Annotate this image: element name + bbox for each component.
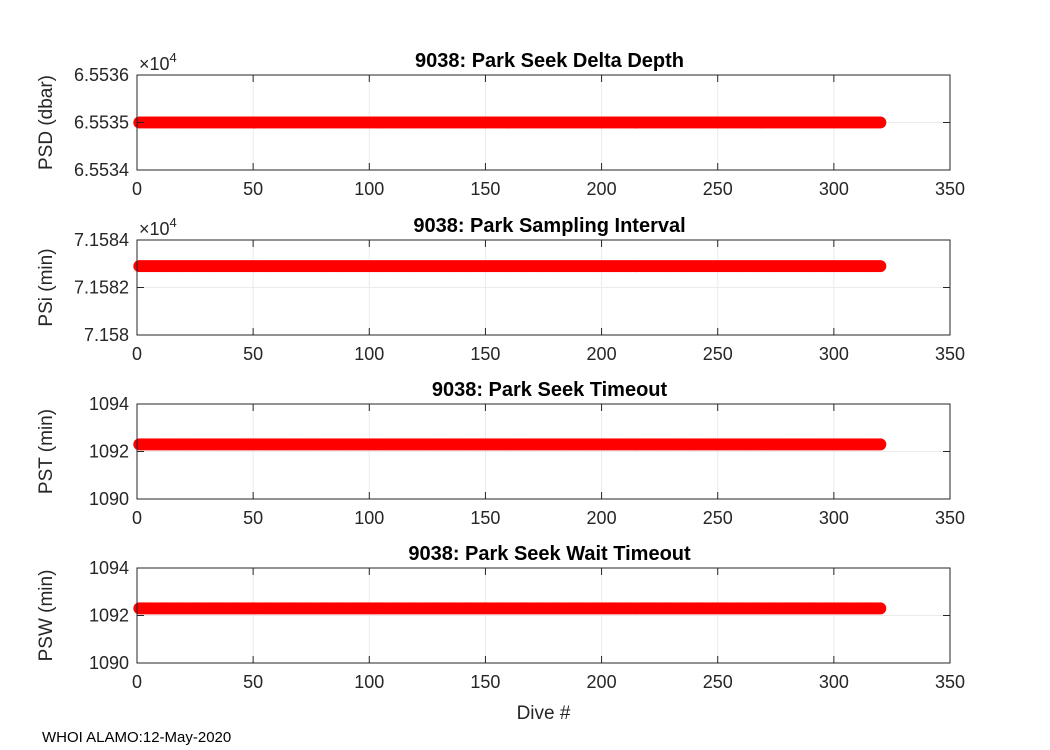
- x-tick-label: 200: [586, 672, 617, 692]
- subplot-title: 9038: Park Seek Timeout: [431, 379, 668, 401]
- x-tick-label: 50: [243, 508, 264, 528]
- x-tick-label: 0: [131, 179, 143, 199]
- x-tick-label: 350: [934, 672, 966, 692]
- x-tick-label: 0: [131, 344, 143, 364]
- x-tick-label: 50: [243, 179, 264, 199]
- y-tick-label: 6.5535: [73, 112, 129, 133]
- x-axis-label: Dive #: [516, 703, 571, 724]
- y-exponent-label: $\times 10^4$: [139, 50, 177, 74]
- data-point: [874, 260, 886, 272]
- data-point: [874, 602, 886, 614]
- x-tick-label: 250: [702, 508, 733, 528]
- y-tick-label: 6.5536: [73, 65, 129, 85]
- x-tick-label: 100: [354, 508, 385, 528]
- data-point: [874, 117, 886, 129]
- y-tick-label: 1090: [88, 653, 129, 673]
- x-tick-label: 150: [470, 179, 501, 199]
- series-markers: [133, 438, 886, 450]
- x-tick-label: 300: [818, 672, 849, 692]
- subplot-title: 9038: Park Seek Delta Depth: [414, 50, 685, 72]
- y-tick-label: 1094: [88, 558, 129, 578]
- y-tick-label: 7.158: [83, 325, 129, 345]
- y-axis-label: PSW (min): [36, 569, 57, 662]
- y-axis-label: PST (min): [36, 408, 57, 495]
- x-tick-label: 100: [354, 344, 385, 364]
- y-tick-label: 1092: [88, 441, 129, 462]
- y-tick-label: 1090: [88, 489, 129, 509]
- x-tick-label: 150: [470, 508, 501, 528]
- y-tick-label: 6.5534: [73, 160, 129, 180]
- x-tick-label: 50: [243, 344, 264, 364]
- subplot-4: [36, 543, 965, 724]
- plots: [36, 50, 965, 724]
- y-tick-label: 1092: [88, 605, 129, 626]
- y-axis-label: PSD (dbar): [36, 74, 57, 171]
- x-tick-label: 350: [934, 344, 966, 364]
- y-tick-label: 7.1584: [73, 230, 129, 250]
- series-markers: [133, 117, 886, 129]
- subplot-3: [36, 379, 965, 528]
- x-tick-label: 200: [586, 179, 617, 199]
- x-tick-label: 200: [586, 508, 617, 528]
- x-tick-label: 0: [131, 672, 143, 692]
- x-tick-label: 350: [934, 508, 966, 528]
- subplot-title: 9038: Park Sampling Interval: [413, 215, 686, 237]
- x-tick-label: 250: [702, 179, 733, 199]
- y-exponent-label: $\times 10^4$: [139, 215, 177, 239]
- x-tick-label: 300: [818, 508, 849, 528]
- subplot-title: 9038: Park Seek Wait Timeout: [408, 543, 691, 565]
- footer-stamp: WHOI ALAMO:12-May-2020: [42, 729, 232, 746]
- x-tick-label: 350: [934, 179, 966, 199]
- y-axis-label: PSi (min): [36, 248, 57, 327]
- x-tick-label: 0: [131, 508, 143, 528]
- x-tick-label: 250: [702, 672, 733, 692]
- x-tick-label: 50: [243, 672, 264, 692]
- data-point: [874, 438, 886, 450]
- x-tick-label: 300: [818, 344, 849, 364]
- y-tick-label: 7.1582: [73, 277, 129, 298]
- subplot-1: [36, 50, 965, 199]
- series-markers: [133, 602, 886, 614]
- x-tick-label: 300: [818, 179, 849, 199]
- x-tick-label: 100: [354, 672, 385, 692]
- series-markers: [133, 260, 886, 272]
- x-tick-label: 150: [470, 672, 501, 692]
- x-tick-label: 200: [586, 344, 617, 364]
- x-tick-label: 100: [354, 179, 385, 199]
- x-tick-label: 150: [470, 344, 501, 364]
- y-tick-label: 1094: [88, 394, 129, 414]
- x-tick-label: 250: [702, 344, 733, 364]
- subplot-2: [36, 215, 965, 364]
